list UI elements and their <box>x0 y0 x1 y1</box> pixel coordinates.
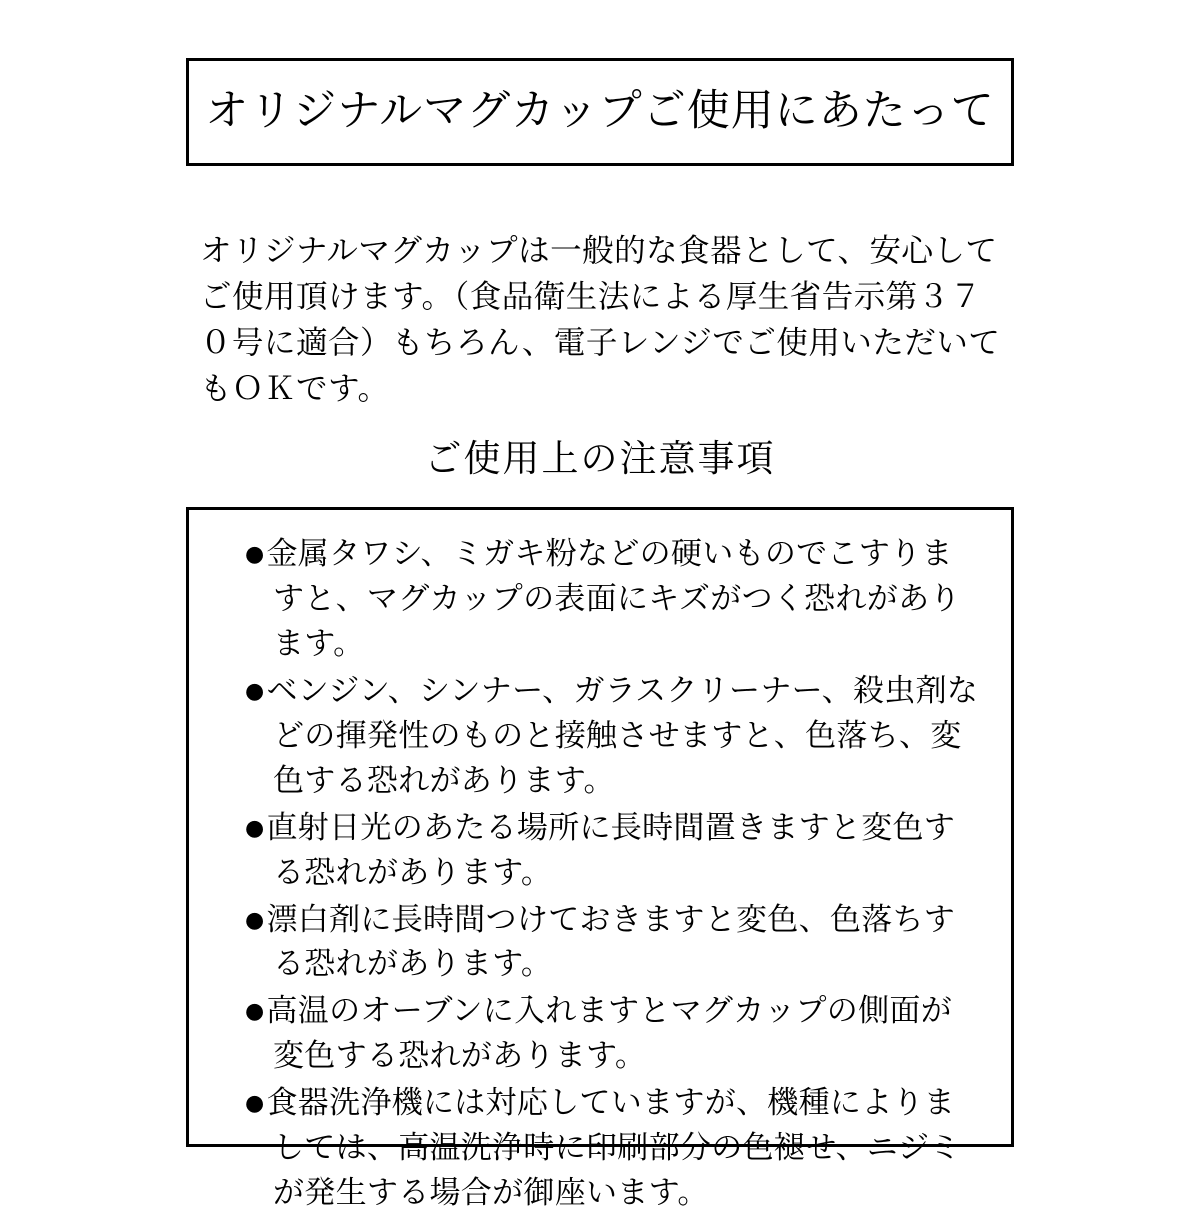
list-item: ● 漂白剤に長時間つけておきますと変色、色落ちする恐れがあります。 <box>245 898 981 988</box>
title-box <box>186 58 1014 166</box>
precautions-box <box>186 507 1014 1212</box>
list-item: ● 金属タワシ、ミガキ粉などの硬いものでこすりますと、マグカップの表面にキズがつく恐れがあります。 <box>245 532 981 667</box>
list-item: ● 直射日光のあたる場所に長時間置きますと変色する恐れがあります。 <box>245 806 981 896</box>
intro-paragraph: オリジナルマグカップは一般的な食器として、安心してご使用頂けます。（食品衛生法による厚生省告示第３７０号に適合）もちろん、電子レンジでご使用いただいてもＯＫです。 <box>200 232 1001 408</box>
list-item: ● 高温のオーブンに入れますとマグカップの側面が変色する恐れがあります。 <box>245 989 981 1079</box>
section-heading: ご使用上の注意事項 <box>424 437 776 480</box>
precautions-list <box>245 532 981 1216</box>
list-item: ● ベンジン、シンナー、ガラスクリーナー、殺虫剤などの揮発性のものと接触させますと、色落ち、変色する恐れがあります。 <box>245 669 981 804</box>
page-title: オリジナルマグカップご使用にあたって <box>205 86 995 137</box>
list-item: ● 食器洗浄機には対応していますが、機種によりましては、高温洗浄時に印刷部分の色褪せ、ニジミが発生する場合が御座います。 <box>245 1081 981 1216</box>
